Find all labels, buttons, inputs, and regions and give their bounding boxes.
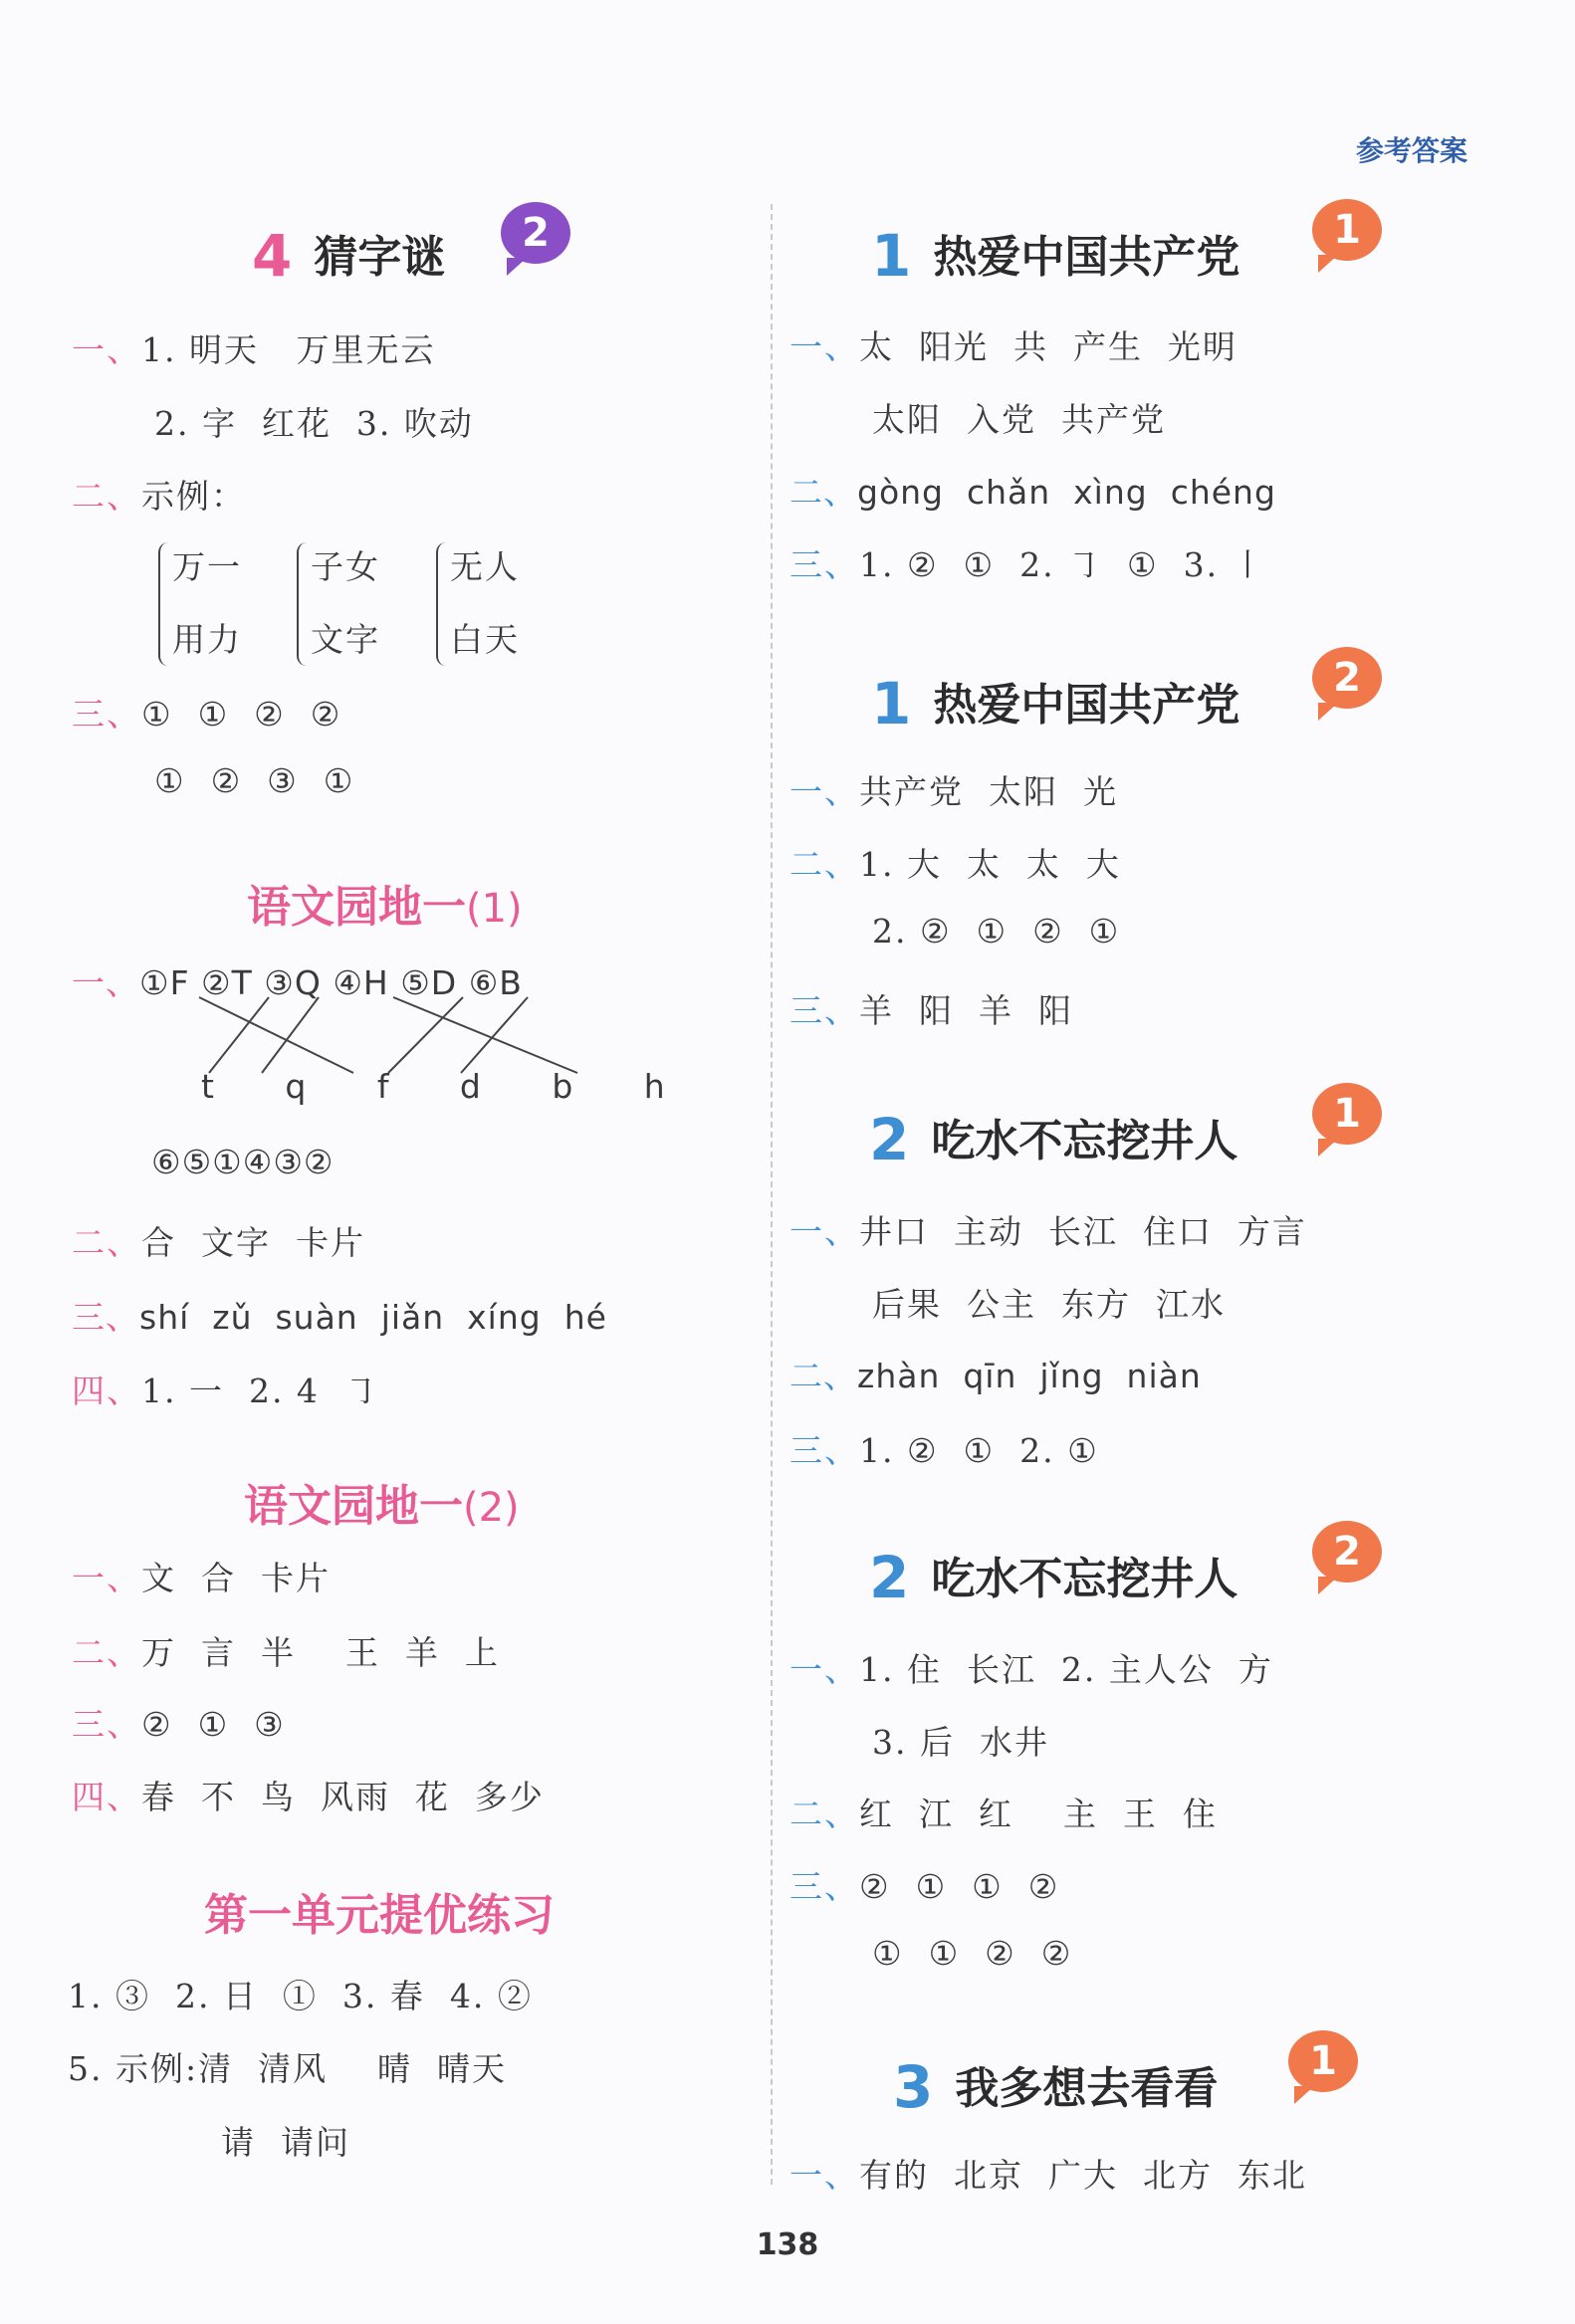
answer-line [72,1699,286,1746]
lesson-title [871,221,1239,290]
page-number: 138 [756,2227,819,2262]
answer-line: 3. 后 水井 [872,1723,1049,1762]
item-label: 二、 [72,1223,141,1262]
item-label: 二、 [72,477,141,516]
answer-text: ② ① ③ [141,1705,286,1744]
item-label: 二、 [789,473,857,512]
answer-line [72,1366,379,1412]
lesson-title [869,1543,1238,1611]
answer-line [72,1217,365,1264]
answer-line [789,985,1073,1032]
brace-group: 子女 文字 [311,530,380,676]
answer-line [789,1206,1307,1253]
item-label: 二、 [789,1357,857,1395]
answer-text: 万 言 半 王 羊 上 [141,1633,500,1672]
brace-group: 万一 用力 [172,530,242,676]
answer-line: ① ② ③ ① [154,761,355,800]
answer-text: 1. 住 长江 2. 主人公 方 [859,1650,1273,1689]
lesson-title-text: 我多想去看看 [955,2063,1219,2114]
answer-line [789,467,1276,514]
answer-line: 2. 字 红花 3. 吹动 [154,404,474,443]
answer-text: shí zǔ suàn jiǎn xíng hé [139,1298,607,1337]
answer-line [789,1351,1202,1397]
item-label: 二、 [789,1795,859,1833]
answer-text: 1. 明天 万里无云 [141,330,436,369]
item-label: 三、 [789,1867,859,1906]
item-label: 三、 [789,991,859,1030]
item-label: 三、 [72,695,141,734]
lesson4-title [252,221,445,290]
answer-text: gòng chǎn xìng chéng [857,473,1276,512]
answer-line: 1. ③ 2. 日 ① 3. 春 4. ② [68,1977,533,2015]
item-label: 三、 [789,1431,859,1470]
answer-line [789,321,1238,368]
item-label: 三、 [72,1298,139,1337]
answer-text: 文 合 卡片 [141,1559,331,1597]
answer-text: 春 不 鸟 风雨 花 多少 [141,1778,545,1816]
item-label: 一、 [789,2156,859,2195]
column-divider [771,204,773,2185]
answer-text: 有的 北京 广大 北方 东北 [859,2156,1307,2195]
answer-text: 红 江 红 主 王 住 [859,1795,1218,1833]
lesson-title [893,2052,1218,2121]
answer-text: 1. 一 2. 4 ㇆ [141,1372,379,1410]
item-label: 三、 [789,545,859,584]
section-title-text: 语文园地一 [247,882,466,933]
answer-line: t q f d b h [201,1067,675,1106]
answer-line: ① ① ② ② [872,1934,1073,1973]
answer-text: zhàn qīn jǐng niàn [857,1357,1202,1395]
badge-icon: 2 [1312,647,1382,709]
item-label: 三、 [72,1705,141,1744]
lesson-title [869,1105,1238,1173]
answer-text: 1. 大 太 太 大 [859,845,1121,884]
answer-text: 1. ② ① 2. ㇆ ① 3. ㇑ [859,545,1266,584]
answer-key-header: 参考答案 [1355,134,1467,167]
answer-line: 2. ② ① ② ① [872,912,1121,951]
item-label: 一、 [789,1212,859,1251]
lesson-number: 1 [871,222,912,290]
lesson-title [871,669,1239,738]
answer-line [72,324,435,371]
answer-line: 5. 示例:清 清风 晴 晴天 [68,2049,508,2088]
lesson-number: 2 [869,1106,910,1173]
answer-line [789,539,1266,586]
badge-icon: 1 [1288,2030,1358,2092]
item-label: 二、 [72,1633,141,1672]
lesson-title-text: 猜字谜 [314,232,446,283]
answer-line: 请 请问 [221,2123,350,2162]
lesson-number: 3 [893,2053,934,2121]
answer-text: ①F ②T ③Q ④H ⑤D ⑥B [139,963,523,1002]
item-label: 一、 [789,1650,859,1689]
section-title [247,871,523,935]
answer-line: 太阳 入党 共产党 [872,400,1166,439]
answer-line [72,1553,331,1599]
badge-icon: 2 [1312,1521,1382,1583]
answer-line [72,1772,545,1818]
answer-line [789,1861,1059,1908]
answer-text: 合 文字 卡片 [141,1223,365,1262]
answer-line [72,471,246,518]
answer-text: 共产党 太阳 光 [859,772,1118,811]
lesson-title-text: 热爱中国共产党 [933,232,1240,283]
item-label: 四、 [72,1778,141,1816]
answer-text: 示例： [141,477,246,516]
badge-icon: 1 [1312,199,1382,261]
section-title-text: 语文园地一 [244,1481,463,1532]
item-label: 一、 [72,1559,141,1597]
answer-line [789,766,1118,813]
section-title: 第一单元提优练习 [204,1890,555,1941]
answer-line [72,689,341,736]
answer-line [789,1789,1218,1835]
answer-text: 羊 阳 羊 阳 [859,991,1073,1030]
answer-line: 后果 公主 东方 江水 [872,1285,1226,1324]
answer-line [789,1644,1273,1691]
lesson-title-text: 吃水不忘挖井人 [931,1554,1238,1604]
lesson-number: 2 [869,1544,910,1611]
answer-line [789,2150,1307,2197]
answer-text: 太 阳光 共 产生 光明 [859,327,1238,366]
lesson-title-text: 热爱中国共产党 [933,680,1240,731]
answer-line [789,839,1121,886]
brace-group: 无人 白天 [450,530,520,676]
answer-text: ② ① ① ② [859,1867,1060,1906]
item-label: 一、 [789,772,859,811]
item-label: 一、 [72,963,139,1002]
section-title [244,1470,520,1534]
answer-text: ① ① ② ② [141,695,342,734]
answer-text: 1. ② ① 2. ① [859,1431,1099,1470]
answer-line [789,1425,1099,1472]
badge-icon: 1 [1312,1083,1382,1145]
section-suffix: (2) [463,1485,520,1531]
item-label: 一、 [72,330,141,369]
item-label: 四、 [72,1372,141,1410]
item-label: 二、 [789,845,859,884]
lesson-title-text: 吃水不忘挖井人 [931,1116,1238,1166]
badge-icon: 2 [501,202,570,264]
section-suffix: (1) [466,886,523,932]
answer-line: ⑥⑤①④③② [151,1143,335,1181]
answer-line [72,1627,500,1674]
answer-line [72,1292,607,1339]
lesson-number: 1 [871,670,912,738]
item-label: 一、 [789,327,859,366]
lesson-number: 4 [252,222,293,290]
answer-text: 井口 主动 长江 住口 方言 [859,1212,1307,1251]
